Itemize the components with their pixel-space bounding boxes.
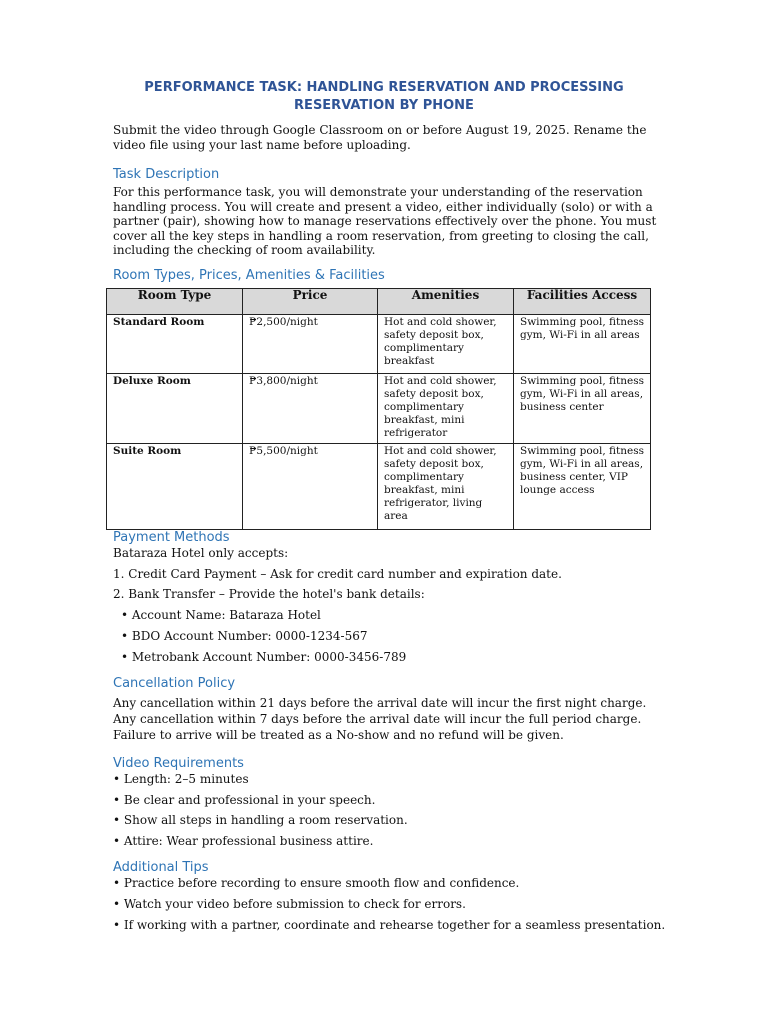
additional-tips-heading: Additional Tips — [113, 860, 209, 875]
bank-detail-item: • Metrobank Account Number: 0000-3456-789 — [121, 650, 407, 664]
cancellation-policy-text: Any cancellation within 21 days before the arrival date will incur the first night charge. Any cancellation within 7 days before the arrival date will incur the full period charge. Failure to arrive will be treated as a No-show and no refund will be given. — [113, 696, 647, 742]
facilities-cell: Swimming pool, fitness gym, Wi-Fi in all areas — [514, 315, 651, 374]
page-title — [100, 79, 668, 115]
tip-item: • If working with a partner, coordinate and rehearse together for a seamless presentation. — [113, 918, 666, 932]
header-price: Price — [243, 289, 378, 315]
header-amenities: Amenities — [378, 289, 514, 315]
video-requirement-item: • Show all steps in handling a room reservation. — [113, 813, 408, 827]
video-requirement-item: • Be clear and professional in your speech. — [113, 793, 376, 807]
video-requirements-heading: Video Requirements — [113, 756, 244, 771]
room-type-cell: Suite Room — [107, 444, 243, 530]
video-requirement-item: • Length: 2–5 minutes — [113, 772, 249, 786]
price-cell: ₱5,500/night — [243, 444, 378, 530]
tip-item: • Practice before recording to ensure smooth flow and confidence. — [113, 876, 520, 890]
price-cell: ₱2,500/night — [243, 315, 378, 374]
payment-item: 2. Bank Transfer – Provide the hotel's bank details: — [113, 587, 425, 601]
amenities-cell: Hot and cold shower, safety deposit box, complimentary breakfast — [378, 315, 514, 374]
payment-methods-heading: Payment Methods — [113, 530, 230, 545]
room-type-cell: Deluxe Room — [107, 374, 243, 444]
cancellation-policy-heading: Cancellation Policy — [113, 676, 236, 691]
task-description-text: For this performance task, you will demonstrate your understanding of the reservation handling process. You will create and present a video, either individually (solo) or with a partner (pair), showing how to manage reservations effectively over the phone. You must cover all the key steps in handling a room reservation, from greeting to closing the call, including the checking of room availability. — [113, 185, 657, 257]
facilities-cell: Swimming pool, fitness gym, Wi-Fi in all areas, business center, VIP lounge access — [514, 444, 651, 530]
payment-intro: Bataraza Hotel only accepts: — [113, 546, 289, 560]
table-row — [107, 315, 651, 374]
title-line-1: PERFORMANCE TASK: HANDLING RESERVATION AND PROCESSING — [144, 80, 624, 95]
room-type-cell: Standard Room — [107, 315, 243, 374]
bank-detail-item: • BDO Account Number: 0000-1234-567 — [121, 629, 368, 643]
payment-item: 1. Credit Card Payment – Ask for credit card number and expiration date. — [113, 567, 562, 581]
table-row — [107, 374, 651, 444]
room-types-heading: Room Types, Prices, Amenities & Facilities — [113, 268, 385, 283]
task-description-heading: Task Description — [113, 167, 220, 182]
amenities-cell: Hot and cold shower, safety deposit box, complimentary breakfast, mini refrigerator — [378, 374, 514, 444]
header-room-type: Room Type — [107, 289, 243, 315]
room-types-table — [106, 288, 651, 530]
amenities-cell: Hot and cold shower, safety deposit box, complimentary breakfast, mini refrigerator, living area — [378, 444, 514, 530]
video-requirement-item: • Attire: Wear professional business attire. — [113, 834, 374, 848]
facilities-cell: Swimming pool, fitness gym, Wi-Fi in all areas, business center — [514, 374, 651, 444]
price-cell: ₱3,800/night — [243, 374, 378, 444]
tip-item: • Watch your video before submission to check for errors. — [113, 897, 466, 911]
intro-text: Submit the video through Google Classroom on or before August 19, 2025. Rename the video file using your last name before uploading. — [113, 123, 647, 152]
table-row — [107, 444, 651, 530]
table-header-row — [107, 289, 651, 315]
header-facilities-access: Facilities Access — [514, 289, 651, 315]
bank-detail-item: • Account Name: Bataraza Hotel — [121, 608, 321, 622]
title-line-2: RESERVATION BY PHONE — [294, 98, 474, 113]
